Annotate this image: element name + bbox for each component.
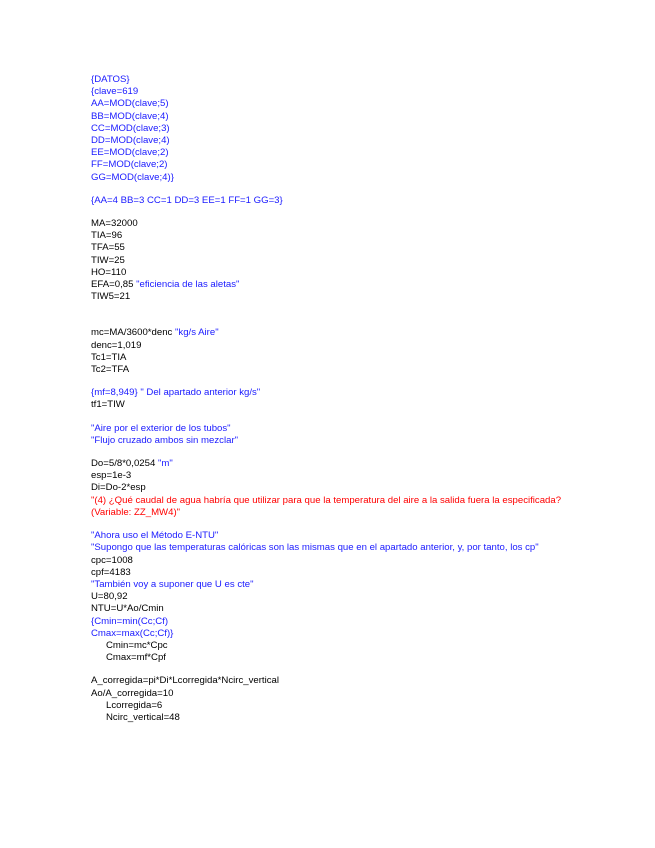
comment-text: "kg/s Aire"	[175, 327, 219, 339]
comment-line: "También voy a suponer que U es cte"	[91, 578, 254, 590]
code-line: NTU=U*Ao/Cmin	[91, 603, 164, 615]
code-line: MA=32000	[91, 218, 138, 230]
mf-comment: {mf=8,949} " Del apartado anterior kg/s"	[91, 387, 261, 399]
code-line: TIA=96	[91, 230, 123, 242]
comment-text: "eficiencia de las aletas"	[136, 279, 240, 291]
code-line: Ncirc_vertical=48	[106, 711, 180, 723]
code-line: Cmin=mc*Cpc	[106, 639, 168, 651]
document-page	[91, 74, 571, 724]
code-line: FF=MOD(clave;2)	[91, 159, 168, 171]
code-line: HO=110	[91, 266, 127, 278]
mc-line	[91, 327, 571, 339]
code-line: EE=MOD(clave;2)	[91, 147, 169, 159]
inputs-block	[91, 218, 571, 303]
comment-line: "Ahora uso el Método E-NTU"	[91, 530, 219, 542]
code-line: Tc2=TFA	[91, 364, 130, 376]
code-line: tf1=TIW	[91, 399, 125, 411]
code-line: A_corregida=pi*Di*Lcorregida*Ncirc_vertical	[91, 675, 279, 687]
comment-text: "m"	[157, 458, 173, 470]
code-line: cpc=1008	[91, 554, 133, 566]
code-line: CC=MOD(clave;3)	[91, 122, 170, 134]
comment-line: "Flujo cruzado ambos sin mezclar"	[91, 434, 239, 446]
code-line: esp=1e-3	[91, 470, 132, 482]
code-line: Tc1=TIA	[91, 351, 127, 363]
code-line: GG=MOD(clave;4)}	[91, 171, 174, 183]
code-line: Cmax=mf*Cpf	[106, 652, 166, 664]
code-text: Do=5/8*0,0254	[91, 458, 158, 470]
code-line: Lcorregida=6	[106, 699, 163, 711]
code-line: TIW=25	[91, 254, 125, 266]
question-comment: "(4) ¿Qué caudal de agua habría que utilizar para que la temperatura del aire a la salida fuera la especificada? (Variable: ZZ_MW4)"	[91, 494, 562, 518]
code-line: {clave=619	[91, 86, 139, 98]
code-line: cpf=4183	[91, 566, 131, 578]
efa-line	[91, 279, 571, 291]
code-line: Ao/A_corregida=10	[91, 687, 174, 699]
code-line: Di=Do-2*esp	[91, 482, 146, 494]
code-text: mc=MA/3600*denc	[91, 327, 175, 339]
comment-line: "Aire por el exterior de los tubos"	[91, 422, 231, 434]
code-line: {DATOS}	[91, 74, 130, 85]
code-text: EFA=0,85	[91, 279, 137, 291]
code-line: TFA=55	[91, 242, 125, 254]
comment-line: Cmax=max(Cc;Cf)}	[91, 627, 174, 639]
comment-line: {Cmin=min(Cc;Cf)	[91, 615, 169, 627]
code-line: AA=MOD(clave;5)	[91, 98, 169, 110]
datos-block	[91, 74, 571, 184]
mc-block	[91, 327, 571, 376]
code-line: BB=MOD(clave;4)	[91, 110, 169, 122]
code-line: U=80,92	[91, 591, 128, 603]
do-line	[91, 458, 571, 470]
code-line: TIW5=21	[91, 291, 131, 303]
values-comment: {AA=4 BB=3 CC=1 DD=3 EE=1 FF=1 GG=3}	[91, 194, 283, 206]
code-line: DD=MOD(clave;4)	[91, 135, 170, 147]
code-line: denc=1,019	[91, 339, 142, 351]
comment-line: "Supongo que las temperaturas calóricas son las mismas que en el apartado anterior, y, por tanto, los cp"	[91, 542, 539, 554]
